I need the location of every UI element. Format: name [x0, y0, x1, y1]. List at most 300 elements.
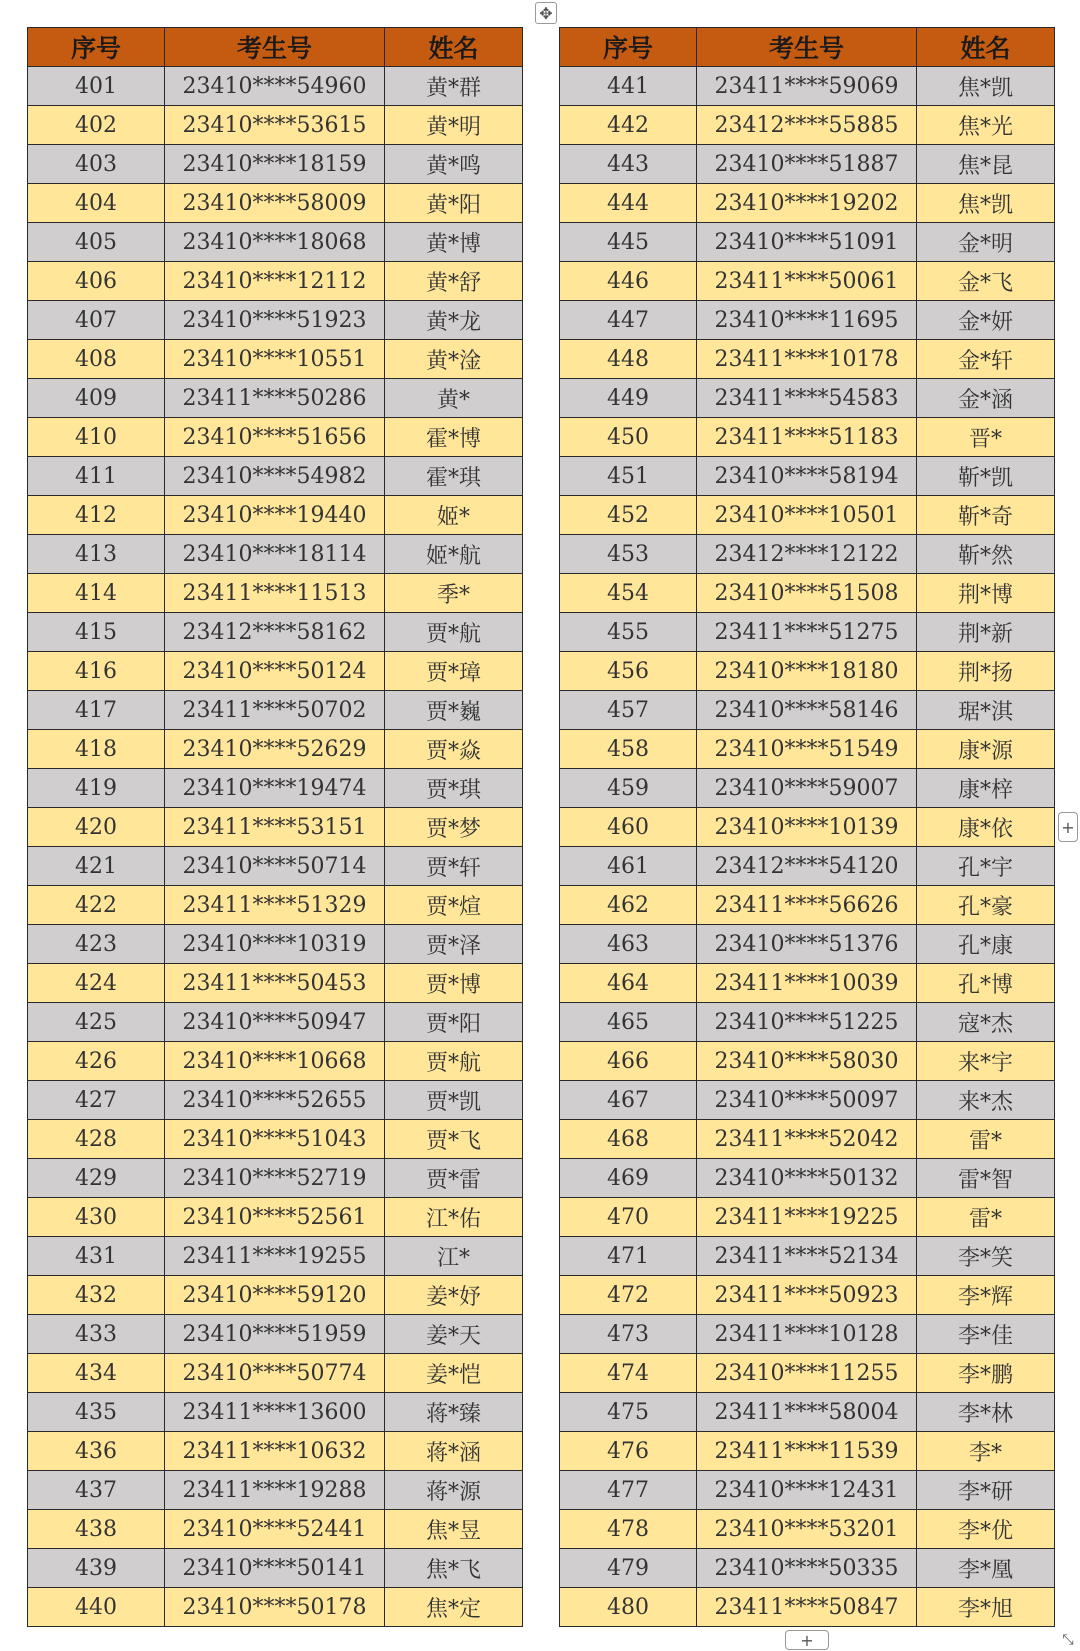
cell-name: 江*佑: [385, 1198, 523, 1237]
cell-index: 470: [560, 1198, 697, 1237]
cell-exam-id: 23410****18114: [165, 535, 385, 574]
cell-name: 黄*群: [385, 67, 523, 106]
table-row: [28, 1159, 523, 1198]
cell-name: 贾*博: [385, 964, 523, 1003]
cell-exam-id: 23412****54120: [697, 847, 917, 886]
table-row: [28, 1354, 523, 1393]
table-header-row: [28, 28, 523, 67]
table-header-row: [560, 28, 1055, 67]
table-row: [560, 457, 1055, 496]
cell-name: 贾*凯: [385, 1081, 523, 1120]
table-row: [560, 418, 1055, 457]
cell-name: 雷*: [917, 1198, 1055, 1237]
cell-index: 416: [28, 652, 165, 691]
table-row: [560, 1510, 1055, 1549]
cell-exam-id: 23411****50453: [165, 964, 385, 1003]
cell-index: 429: [28, 1159, 165, 1198]
cell-name: 靳*凯: [917, 457, 1055, 496]
cell-index: 442: [560, 106, 697, 145]
cell-exam-id: 23412****58162: [165, 613, 385, 652]
cell-name: 康*梓: [917, 769, 1055, 808]
cell-name: 贾*航: [385, 1042, 523, 1081]
table-row: [560, 184, 1055, 223]
cell-name: 李*研: [917, 1471, 1055, 1510]
table-row: [560, 886, 1055, 925]
cell-index: 433: [28, 1315, 165, 1354]
cell-name: 贾*阳: [385, 1003, 523, 1042]
cell-name: 贾*轩: [385, 847, 523, 886]
cell-name: 霍*博: [385, 418, 523, 457]
cell-index: 437: [28, 1471, 165, 1510]
cell-name: 贾*泽: [385, 925, 523, 964]
cell-exam-id: 23410****53615: [165, 106, 385, 145]
column-header-exam-id: 考生号: [697, 28, 917, 67]
table-row: [28, 964, 523, 1003]
table-row: [28, 886, 523, 925]
table-row: [28, 106, 523, 145]
cell-exam-id: 23411****51183: [697, 418, 917, 457]
cell-exam-id: 23411****10178: [697, 340, 917, 379]
cell-index: 467: [560, 1081, 697, 1120]
cell-index: 441: [560, 67, 697, 106]
table-row: [560, 964, 1055, 1003]
table-row: [560, 847, 1055, 886]
cell-index: 449: [560, 379, 697, 418]
cell-index: 453: [560, 535, 697, 574]
cell-exam-id: 23411****51275: [697, 613, 917, 652]
cell-index: 436: [28, 1432, 165, 1471]
cell-name: 贾*航: [385, 613, 523, 652]
cell-name: 康*源: [917, 730, 1055, 769]
cell-index: 447: [560, 301, 697, 340]
cell-name: 雷*: [917, 1120, 1055, 1159]
cell-exam-id: 23410****18068: [165, 223, 385, 262]
cell-name: 焦*凯: [917, 67, 1055, 106]
cell-name: 贾*煊: [385, 886, 523, 925]
cell-index: 479: [560, 1549, 697, 1588]
cell-index: 410: [28, 418, 165, 457]
cell-exam-id: 23410****52441: [165, 1510, 385, 1549]
table-right: [559, 27, 1055, 1627]
cell-name: 黄*博: [385, 223, 523, 262]
cell-name: 金*轩: [917, 340, 1055, 379]
cell-index: 458: [560, 730, 697, 769]
cell-name: 靳*然: [917, 535, 1055, 574]
cell-name: 李*凰: [917, 1549, 1055, 1588]
cell-exam-id: 23410****11695: [697, 301, 917, 340]
cell-name: 黄*阳: [385, 184, 523, 223]
cell-exam-id: 23410****51549: [697, 730, 917, 769]
table-row: [560, 262, 1055, 301]
cell-exam-id: 23411****50061: [697, 262, 917, 301]
cell-exam-id: 23412****12122: [697, 535, 917, 574]
table-row: [28, 1471, 523, 1510]
cell-name: 贾*雷: [385, 1159, 523, 1198]
cell-exam-id: 23410****51508: [697, 574, 917, 613]
table-row: [560, 301, 1055, 340]
table-row: [28, 1393, 523, 1432]
cell-index: 466: [560, 1042, 697, 1081]
add-column-button[interactable]: +: [1058, 812, 1078, 842]
cell-name: 晋*: [917, 418, 1055, 457]
cell-exam-id: 23410****19474: [165, 769, 385, 808]
cell-exam-id: 23410****10139: [697, 808, 917, 847]
cell-name: 来*杰: [917, 1081, 1055, 1120]
cell-index: 473: [560, 1315, 697, 1354]
table-row: [560, 1081, 1055, 1120]
cell-exam-id: 23411****51329: [165, 886, 385, 925]
cell-name: 李*: [917, 1432, 1055, 1471]
cell-exam-id: 23410****58146: [697, 691, 917, 730]
cell-exam-id: 23410****10319: [165, 925, 385, 964]
cell-name: 琚*淇: [917, 691, 1055, 730]
cell-index: 403: [28, 145, 165, 184]
cell-index: 472: [560, 1276, 697, 1315]
cell-index: 418: [28, 730, 165, 769]
cell-name: 金*妍: [917, 301, 1055, 340]
cell-index: 455: [560, 613, 697, 652]
cell-index: 411: [28, 457, 165, 496]
table-row: [28, 1510, 523, 1549]
cell-index: 459: [560, 769, 697, 808]
cell-exam-id: 23410****50774: [165, 1354, 385, 1393]
cell-name: 荆*扬: [917, 652, 1055, 691]
table-row: [560, 1237, 1055, 1276]
cell-exam-id: 23410****51376: [697, 925, 917, 964]
table-row: [28, 301, 523, 340]
cell-exam-id: 23410****50132: [697, 1159, 917, 1198]
table-row: [28, 1081, 523, 1120]
cell-name: 贾*巍: [385, 691, 523, 730]
cell-index: 419: [28, 769, 165, 808]
cell-exam-id: 23412****55885: [697, 106, 917, 145]
table-row: [28, 1315, 523, 1354]
table-left: [27, 27, 523, 1627]
table-row: [28, 340, 523, 379]
table-row: [28, 925, 523, 964]
cell-exam-id: 23411****53151: [165, 808, 385, 847]
column-header-exam-id: 考生号: [165, 28, 385, 67]
table-row: [28, 1003, 523, 1042]
table-row: [28, 1549, 523, 1588]
cell-index: 406: [28, 262, 165, 301]
table-row: [560, 1549, 1055, 1588]
add-row-button[interactable]: +: [785, 1630, 829, 1650]
cell-index: 450: [560, 418, 697, 457]
table-row: [560, 574, 1055, 613]
cell-exam-id: 23410****59007: [697, 769, 917, 808]
cell-name: 李*笑: [917, 1237, 1055, 1276]
table-row: [560, 1159, 1055, 1198]
cell-index: 445: [560, 223, 697, 262]
table-row: [28, 1432, 523, 1471]
table-row: [560, 1315, 1055, 1354]
cell-exam-id: 23411****11513: [165, 574, 385, 613]
cell-index: 424: [28, 964, 165, 1003]
table-row: [28, 184, 523, 223]
cell-index: 480: [560, 1588, 697, 1627]
cell-name: 江*: [385, 1237, 523, 1276]
table-row: [560, 1198, 1055, 1237]
cell-exam-id: 23411****56626: [697, 886, 917, 925]
cell-exam-id: 23410****51887: [697, 145, 917, 184]
table-row: [28, 1237, 523, 1276]
cell-name: 金*涵: [917, 379, 1055, 418]
table-row: [28, 1588, 523, 1627]
cell-name: 贾*飞: [385, 1120, 523, 1159]
cell-index: 422: [28, 886, 165, 925]
cell-index: 431: [28, 1237, 165, 1276]
cell-exam-id: 23410****52629: [165, 730, 385, 769]
cell-exam-id: 23410****10668: [165, 1042, 385, 1081]
cell-name: 姬*: [385, 496, 523, 535]
table-row: [560, 67, 1055, 106]
cell-index: 420: [28, 808, 165, 847]
cell-index: 426: [28, 1042, 165, 1081]
table-row: [560, 1471, 1055, 1510]
cell-exam-id: 23410****10551: [165, 340, 385, 379]
cell-exam-id: 23410****12431: [697, 1471, 917, 1510]
cell-name: 焦*光: [917, 106, 1055, 145]
cell-exam-id: 23410****10501: [697, 496, 917, 535]
table-row: [560, 1120, 1055, 1159]
table-row: [28, 691, 523, 730]
cell-exam-id: 23410****51225: [697, 1003, 917, 1042]
cell-name: 黄*淦: [385, 340, 523, 379]
cell-name: 金*明: [917, 223, 1055, 262]
cell-name: 黄*明: [385, 106, 523, 145]
cell-exam-id: 23411****13600: [165, 1393, 385, 1432]
cell-exam-id: 23410****58030: [697, 1042, 917, 1081]
cell-exam-id: 23410****50947: [165, 1003, 385, 1042]
table-row: [560, 535, 1055, 574]
cell-name: 孔*康: [917, 925, 1055, 964]
cell-index: 464: [560, 964, 697, 1003]
table-resize-handle-icon[interactable]: ⤡: [1058, 1630, 1078, 1650]
cell-index: 428: [28, 1120, 165, 1159]
cell-exam-id: 23410****50124: [165, 652, 385, 691]
cell-index: 457: [560, 691, 697, 730]
cell-exam-id: 23410****18159: [165, 145, 385, 184]
cell-exam-id: 23411****58004: [697, 1393, 917, 1432]
cell-index: 471: [560, 1237, 697, 1276]
cell-name: 荆*新: [917, 613, 1055, 652]
cell-exam-id: 23410****58009: [165, 184, 385, 223]
cell-index: 430: [28, 1198, 165, 1237]
cell-index: 432: [28, 1276, 165, 1315]
cell-name: 蒋*涵: [385, 1432, 523, 1471]
cell-name: 黄*舒: [385, 262, 523, 301]
cell-exam-id: 23410****11255: [697, 1354, 917, 1393]
cell-name: 姜*天: [385, 1315, 523, 1354]
cell-exam-id: 23411****50286: [165, 379, 385, 418]
cell-name: 李*旭: [917, 1588, 1055, 1627]
table-move-handle-icon[interactable]: ✥: [535, 2, 557, 24]
cell-name: 李*优: [917, 1510, 1055, 1549]
cell-index: 434: [28, 1354, 165, 1393]
table-row: [560, 379, 1055, 418]
table-row: [560, 1432, 1055, 1471]
table-row: [28, 652, 523, 691]
table-row: [560, 145, 1055, 184]
cell-index: 452: [560, 496, 697, 535]
table-row: [560, 223, 1055, 262]
cell-index: 402: [28, 106, 165, 145]
cell-name: 李*林: [917, 1393, 1055, 1432]
cell-exam-id: 23410****51656: [165, 418, 385, 457]
cell-index: 438: [28, 1510, 165, 1549]
cell-index: 439: [28, 1549, 165, 1588]
table-row: [28, 1042, 523, 1081]
cell-index: 477: [560, 1471, 697, 1510]
table-row: [560, 1276, 1055, 1315]
cell-exam-id: 23410****51091: [697, 223, 917, 262]
cell-exam-id: 23411****50923: [697, 1276, 917, 1315]
cell-exam-id: 23410****50178: [165, 1588, 385, 1627]
table-row: [28, 457, 523, 496]
table-row: [560, 106, 1055, 145]
cell-name: 李*辉: [917, 1276, 1055, 1315]
cell-index: 425: [28, 1003, 165, 1042]
cell-index: 415: [28, 613, 165, 652]
cell-name: 姬*航: [385, 535, 523, 574]
table-row: [560, 1003, 1055, 1042]
cell-exam-id: 23410****50097: [697, 1081, 917, 1120]
cell-exam-id: 23410****50714: [165, 847, 385, 886]
table-row: [560, 613, 1055, 652]
cell-exam-id: 23410****54982: [165, 457, 385, 496]
cell-index: 476: [560, 1432, 697, 1471]
cell-index: 468: [560, 1120, 697, 1159]
cell-index: 478: [560, 1510, 697, 1549]
cell-exam-id: 23411****19225: [697, 1198, 917, 1237]
table-row: [560, 808, 1055, 847]
table-row: [560, 340, 1055, 379]
cell-name: 蒋*源: [385, 1471, 523, 1510]
cell-exam-id: 23410****54960: [165, 67, 385, 106]
table-row: [28, 223, 523, 262]
cell-name: 姜*恺: [385, 1354, 523, 1393]
cell-index: 465: [560, 1003, 697, 1042]
table-row: [560, 691, 1055, 730]
cell-exam-id: 23410****58194: [697, 457, 917, 496]
table-row: [560, 730, 1055, 769]
cell-exam-id: 23411****11539: [697, 1432, 917, 1471]
column-header-name: 姓名: [385, 28, 523, 67]
cell-index: 462: [560, 886, 697, 925]
table-row: [28, 847, 523, 886]
table-row: [28, 808, 523, 847]
cell-name: 孔*宇: [917, 847, 1055, 886]
column-header-name: 姓名: [917, 28, 1055, 67]
cell-name: 焦*昱: [385, 1510, 523, 1549]
cell-exam-id: 23411****52134: [697, 1237, 917, 1276]
cell-exam-id: 23410****50335: [697, 1549, 917, 1588]
table-row: [28, 496, 523, 535]
cell-index: 404: [28, 184, 165, 223]
cell-index: 407: [28, 301, 165, 340]
cell-name: 李*佳: [917, 1315, 1055, 1354]
table-row: [28, 730, 523, 769]
cell-name: 焦*昆: [917, 145, 1055, 184]
table-row: [28, 379, 523, 418]
cell-name: 焦*飞: [385, 1549, 523, 1588]
cell-index: 461: [560, 847, 697, 886]
cell-index: 413: [28, 535, 165, 574]
cell-name: 贾*璋: [385, 652, 523, 691]
cell-name: 贾*焱: [385, 730, 523, 769]
cell-index: 423: [28, 925, 165, 964]
table-row: [28, 262, 523, 301]
table-row: [560, 1042, 1055, 1081]
cell-index: 454: [560, 574, 697, 613]
table-row: [28, 145, 523, 184]
cell-name: 霍*琪: [385, 457, 523, 496]
cell-index: 417: [28, 691, 165, 730]
cell-exam-id: 23410****51043: [165, 1120, 385, 1159]
cell-name: 金*飞: [917, 262, 1055, 301]
cell-index: 408: [28, 340, 165, 379]
table-row: [560, 652, 1055, 691]
cell-exam-id: 23411****52042: [697, 1120, 917, 1159]
cell-index: 451: [560, 457, 697, 496]
cell-name: 来*宇: [917, 1042, 1055, 1081]
cell-exam-id: 23410****59120: [165, 1276, 385, 1315]
column-header-index: 序号: [560, 28, 697, 67]
cell-exam-id: 23411****10632: [165, 1432, 385, 1471]
cell-name: 黄*: [385, 379, 523, 418]
table-row: [28, 769, 523, 808]
cell-name: 季*: [385, 574, 523, 613]
cell-name: 靳*奇: [917, 496, 1055, 535]
cell-name: 黄*龙: [385, 301, 523, 340]
cell-exam-id: 23411****50702: [165, 691, 385, 730]
column-header-index: 序号: [28, 28, 165, 67]
table-row: [28, 535, 523, 574]
table-row: [28, 1198, 523, 1237]
cell-index: 469: [560, 1159, 697, 1198]
cell-index: 421: [28, 847, 165, 886]
cell-index: 443: [560, 145, 697, 184]
table-row: [28, 1120, 523, 1159]
cell-index: 446: [560, 262, 697, 301]
table-row: [560, 925, 1055, 964]
cell-name: 康*依: [917, 808, 1055, 847]
cell-exam-id: 23411****10039: [697, 964, 917, 1003]
table-row: [28, 418, 523, 457]
cell-exam-id: 23410****18180: [697, 652, 917, 691]
cell-exam-id: 23410****12112: [165, 262, 385, 301]
cell-index: 474: [560, 1354, 697, 1393]
cell-exam-id: 23411****10128: [697, 1315, 917, 1354]
cell-exam-id: 23411****59069: [697, 67, 917, 106]
cell-index: 427: [28, 1081, 165, 1120]
cell-exam-id: 23410****19440: [165, 496, 385, 535]
table-row: [560, 1393, 1055, 1432]
cell-index: 440: [28, 1588, 165, 1627]
table-row: [28, 1276, 523, 1315]
cell-exam-id: 23410****53201: [697, 1510, 917, 1549]
cell-index: 456: [560, 652, 697, 691]
cell-exam-id: 23411****54583: [697, 379, 917, 418]
cell-index: 460: [560, 808, 697, 847]
cell-exam-id: 23410****19202: [697, 184, 917, 223]
cell-exam-id: 23410****52561: [165, 1198, 385, 1237]
table-row: [28, 574, 523, 613]
cell-index: 444: [560, 184, 697, 223]
table-row: [560, 769, 1055, 808]
cell-index: 414: [28, 574, 165, 613]
